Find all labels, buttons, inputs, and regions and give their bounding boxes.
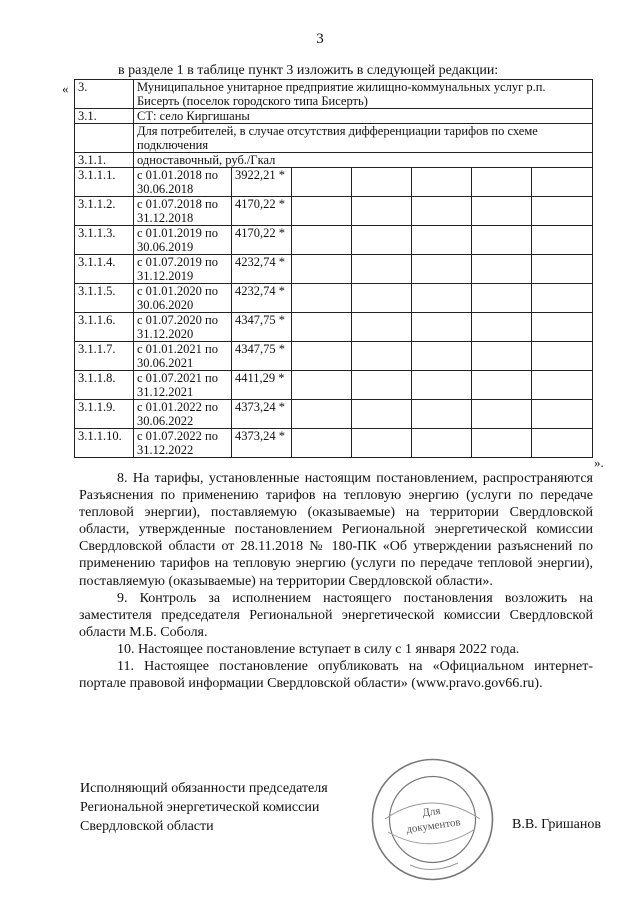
row-value: 4411,29 * xyxy=(232,371,292,400)
table-header-row xyxy=(75,124,593,153)
row-period: с 01.07.2019 по 31.12.2019 xyxy=(134,255,232,284)
row-description: СТ: село Киргишаны xyxy=(134,109,593,124)
empty-cell xyxy=(352,284,412,313)
empty-cell xyxy=(412,255,472,284)
stamp-text-top: Для xyxy=(421,804,442,820)
row-value: 4347,75 * xyxy=(232,342,292,371)
quote-close: ». xyxy=(594,455,604,470)
empty-cell xyxy=(532,400,593,429)
empty-cell xyxy=(472,168,532,197)
table-row xyxy=(75,313,593,342)
signature-title-3: Свердловской области xyxy=(80,819,214,834)
page-number: 3 xyxy=(316,31,324,47)
empty-cell xyxy=(412,342,472,371)
row-value: 4347,75 * xyxy=(232,313,292,342)
paragraph-9: 9. Контроль за исполнением настоящего постановления возложить на заместителя председателя Региональной энергетической комиссии Свердловской области М.Б. Соболя. xyxy=(79,590,593,640)
empty-cell xyxy=(472,429,532,458)
row-description: Муниципальное унитарное предприятие жилищно-коммунальных услуг р.п. Бисерть (поселок городского типа Бисерть) xyxy=(134,80,593,109)
row-number: 3.1.1.6. xyxy=(75,313,134,342)
row-number: 3.1.1.9. xyxy=(75,400,134,429)
row-period: с 01.07.2018 по 31.12.2018 xyxy=(134,197,232,226)
empty-cell xyxy=(292,313,352,342)
row-number xyxy=(75,124,134,153)
empty-cell xyxy=(472,313,532,342)
table-row xyxy=(75,168,593,197)
empty-cell xyxy=(412,226,472,255)
empty-cell xyxy=(412,429,472,458)
table-header-row xyxy=(75,109,593,124)
empty-cell xyxy=(292,371,352,400)
empty-cell xyxy=(412,371,472,400)
empty-cell xyxy=(412,197,472,226)
table-row xyxy=(75,371,593,400)
row-value: 4170,22 * xyxy=(232,226,292,255)
empty-cell xyxy=(352,313,412,342)
row-value: 3922,21 * xyxy=(232,168,292,197)
row-period: с 01.07.2020 по 31.12.2020 xyxy=(134,313,232,342)
row-number: 3.1.1.1. xyxy=(75,168,134,197)
table-row xyxy=(75,226,593,255)
body-text xyxy=(79,470,593,692)
empty-cell xyxy=(412,168,472,197)
empty-cell xyxy=(532,313,593,342)
empty-cell xyxy=(532,168,593,197)
empty-cell xyxy=(412,284,472,313)
empty-cell xyxy=(472,342,532,371)
row-value: 4232,74 * xyxy=(232,255,292,284)
table-row xyxy=(75,255,593,284)
empty-cell xyxy=(352,400,412,429)
table-row xyxy=(75,400,593,429)
row-number: 3.1.1.2. xyxy=(75,197,134,226)
empty-cell xyxy=(292,226,352,255)
empty-cell xyxy=(292,342,352,371)
empty-cell xyxy=(472,255,532,284)
signature-title-2: Региональной энергетической комиссии xyxy=(80,800,320,815)
table-header-row xyxy=(75,80,593,109)
signature-block xyxy=(80,779,328,836)
empty-cell xyxy=(292,400,352,429)
table-header-row xyxy=(75,153,593,168)
row-period: с 01.01.2019 по 30.06.2019 xyxy=(134,226,232,255)
row-number: 3.1. xyxy=(75,109,134,124)
row-number: 3.1.1.3. xyxy=(75,226,134,255)
table-row xyxy=(75,342,593,371)
empty-cell xyxy=(352,255,412,284)
row-number: 3.1.1.10. xyxy=(75,429,134,458)
empty-cell xyxy=(532,255,593,284)
empty-cell xyxy=(532,197,593,226)
quote-open: « xyxy=(62,81,69,96)
round-stamp xyxy=(370,757,495,882)
empty-cell xyxy=(472,284,532,313)
empty-cell xyxy=(532,226,593,255)
signatory-name: В.В. Гришанов xyxy=(512,817,601,832)
row-description: одноставочный, руб./Гкал xyxy=(134,153,593,168)
empty-cell xyxy=(352,429,412,458)
row-period: с 01.01.2022 по 30.06.2022 xyxy=(134,400,232,429)
row-number: 3.1.1.4. xyxy=(75,255,134,284)
empty-cell xyxy=(532,429,593,458)
table-row xyxy=(75,429,593,458)
row-value: 4373,24 * xyxy=(232,400,292,429)
empty-cell xyxy=(472,400,532,429)
row-value: 4170,22 * xyxy=(232,197,292,226)
tariff-table xyxy=(74,79,593,458)
empty-cell xyxy=(352,168,412,197)
row-value: 4373,24 * xyxy=(232,429,292,458)
table-row xyxy=(75,284,593,313)
row-period: с 01.01.2021 по 30.06.2021 xyxy=(134,342,232,371)
stamp-text-bottom: документов xyxy=(405,816,462,836)
row-period: с 01.07.2021 по 31.12.2021 xyxy=(134,371,232,400)
paragraph-11: 11. Настоящее постановление опубликовать на «Официальном интернет-портале правовой информации Свердловской области» (www.pravo.gov66.ru). xyxy=(79,659,593,692)
empty-cell xyxy=(352,197,412,226)
empty-cell xyxy=(292,197,352,226)
empty-cell xyxy=(412,400,472,429)
empty-cell xyxy=(292,429,352,458)
empty-cell xyxy=(352,342,412,371)
table-row xyxy=(75,197,593,226)
empty-cell xyxy=(472,197,532,226)
empty-cell xyxy=(532,342,593,371)
paragraph-10: 10. Настоящее постановление вступает в силу с 1 января 2022 года. xyxy=(117,641,520,657)
empty-cell xyxy=(292,168,352,197)
row-number: 3.1.1.8. xyxy=(75,371,134,400)
empty-cell xyxy=(472,371,532,400)
row-number: 3.1.1.7. xyxy=(75,342,134,371)
row-period: с 01.07.2022 по 31.12.2022 xyxy=(134,429,232,458)
row-value: 4232,74 * xyxy=(232,284,292,313)
empty-cell xyxy=(352,371,412,400)
empty-cell xyxy=(352,226,412,255)
signature-title-1: Исполняющий обязанности председателя xyxy=(80,781,328,796)
empty-cell xyxy=(292,284,352,313)
row-number: 3.1.1.5. xyxy=(75,284,134,313)
empty-cell xyxy=(532,284,593,313)
paragraph-8: 8. На тарифы, установленные настоящим постановлением, распространяются Разъяснения по применению тарифов на тепловую энергию (услуги по передаче тепловой энергии), поставляемую (оказываемые) на территории Свердловской области, утвержденные постановлением Региональной энергетической комиссии Свердловской области от 28.11.2018 № 180-ПК «Об утверждении разъяснений по применению тарифов на тепловую энергию (услуги по передаче тепловой энергии), поставляемую (оказываемые) на территории Свердловской области». xyxy=(79,471,593,589)
row-period: с 01.01.2020 по 30.06.2020 xyxy=(134,284,232,313)
empty-cell xyxy=(412,313,472,342)
empty-cell xyxy=(292,255,352,284)
empty-cell xyxy=(532,371,593,400)
intro-line: в разделе 1 в таблице пункт 3 изложить в следующей редакции: xyxy=(118,63,499,78)
row-description: Для потребителей, в случае отсутствия дифференциации тарифов по схеме подключения xyxy=(134,124,593,153)
row-period: с 01.01.2018 по 30.06.2018 xyxy=(134,168,232,197)
row-number: 3. xyxy=(75,80,134,109)
empty-cell xyxy=(472,226,532,255)
row-number: 3.1.1. xyxy=(75,153,134,168)
